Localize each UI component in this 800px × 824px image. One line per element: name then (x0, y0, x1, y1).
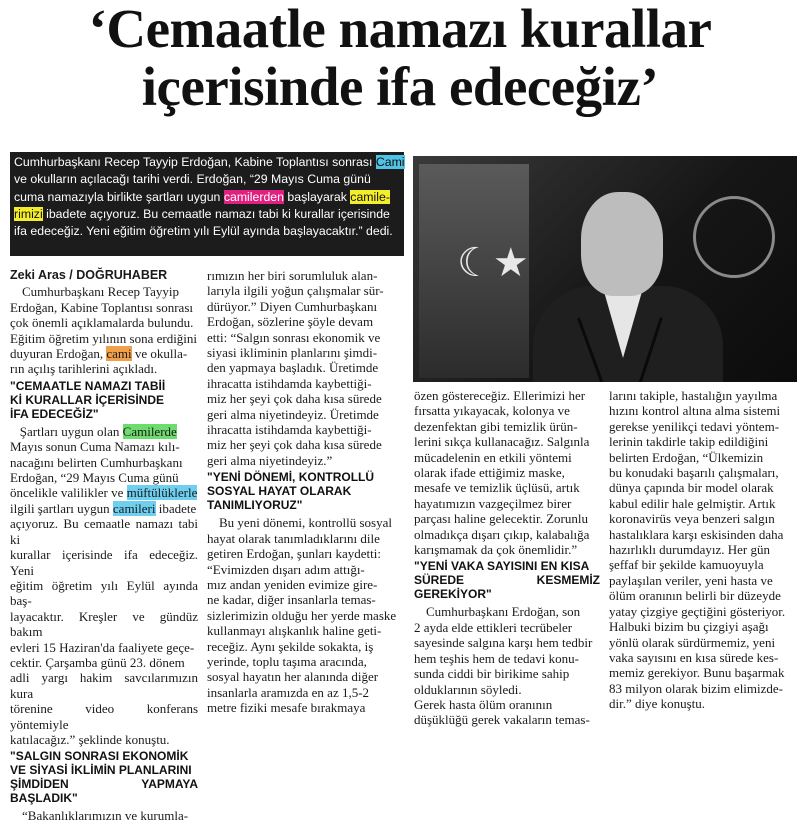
lead-text: cuma namazıyla birlikte şartları uygun (14, 189, 224, 204)
text: ve okulla- (131, 346, 188, 362)
text-line: "SALGIN SONRASI EKONOMİK (10, 749, 189, 764)
text-line: ne kadar, diğer insanlarla temas- (207, 592, 376, 608)
subheading (207, 470, 405, 512)
text-line: açıyoruz. Bu cemaatle namazı tabi ki (10, 516, 198, 547)
text: Mayıs sonun Cuma Namazı kılı- (10, 439, 180, 455)
paragraph (609, 388, 792, 712)
text: nacağını belirten Cumhurbaşkanı (10, 454, 183, 470)
text-line: 2 ayda elde ettikleri tecrübeler (414, 619, 573, 635)
text-line: hastalıklara karşı eskisinden daha (609, 526, 784, 542)
text-line: olmadıkça dışarı çıkıp, kalabalığa (414, 526, 590, 542)
text-line: kabul edilir hale gelmiştir. Artık (609, 495, 776, 511)
subheading (10, 749, 198, 805)
paragraph (10, 284, 198, 346)
text: ibadete (155, 500, 197, 516)
lead-text: ve okulların açılacağı tarihi verdi. Erdoğan, “29 Mayıs Cuma günü (14, 172, 371, 187)
column-1 (10, 268, 198, 824)
lead-box (10, 152, 404, 256)
text-line: törenine video konferans yöntemiyle (10, 701, 198, 732)
text-line: VE SİYASİ İKLİMİN PLANLARINI (10, 763, 192, 778)
text-line: İFA EDECEĞİZ" (10, 406, 99, 421)
text-line: Cumhurbaşkanı Recep Tayyip (22, 284, 179, 300)
text-line: koronavirüs veya benzeri salgın (609, 511, 775, 527)
text-line: "YENİ DÖNEMİ, KONTROLLÜ (207, 470, 375, 485)
headline-line-1: ‘Cemaatle namazı kurallar (88, 0, 712, 59)
lead-text: ifa edeceğiz. Yeni eğitim öğretim yılı Eylül ayında başlayacaktır.” dedi. (14, 224, 393, 239)
text-line: ihracatta istihdamda kaybettiği- (207, 422, 372, 438)
subheading (10, 379, 198, 421)
text-line: bu konudaki başarılı çalışmaları, (609, 465, 779, 481)
text-line: evleri 15 Haziran'da faaliyete geçe- (10, 639, 195, 655)
emblem-icon (693, 196, 775, 278)
text-line: Cumhurbaşkanı Erdoğan, son (426, 604, 581, 620)
text-line: olarak ifade ettiğimiz maske, (414, 465, 565, 481)
news-photo (413, 156, 797, 382)
text-line: Eğitim öğretim yılının sona erdiğini (10, 330, 198, 346)
text-line: Halbuki bizim bu çizgiyi aşağı (609, 619, 769, 635)
highlight: camileri (112, 500, 156, 516)
text-line: metre fiziki mesafe bırakmaya (207, 700, 366, 716)
text-line: katılacağız.” şeklinde konuştu. (10, 731, 170, 747)
text-line: dezenfektan gibi temizlik ürün- (414, 418, 578, 434)
lead-text: ibadete açıyoruz. Bu cemaatle namazı tabi ki kurallar içerisinde (42, 206, 390, 221)
text-line: olduklarının söyledi. (414, 681, 522, 697)
text-line: vaka sayısını en kısa sürede kes- (609, 649, 779, 665)
text-line: özen göstereceğiz. Ellerimizi her (414, 388, 586, 403)
text-line: ihracatta istihdamda kaybettiği- (207, 375, 372, 391)
column-2 (207, 268, 405, 716)
paragraph (10, 808, 198, 823)
text: duyuran Erdoğan, (10, 346, 107, 362)
text-line: paylaşılan veriler, yeni hasta ve (609, 572, 773, 588)
text-line: ŞİMDİDEN YAPMAYA BAŞLADIK" (10, 777, 198, 806)
text-line: çok önemli açıklamalarda bulundu. (10, 315, 194, 331)
text-line: dünya çapında bir model olarak (609, 480, 774, 496)
text-line: Kİ KURALLAR İÇERİSİNDE (10, 392, 165, 407)
text-line: mücadelenin en etkili yöntemi (414, 449, 572, 465)
text-line: gerekse yenilikçi tedavi yöntem- (609, 418, 780, 434)
column-4 (609, 388, 792, 712)
text-line: sunda ciddi bir birikime sahip (414, 666, 570, 682)
text-line: SOSYAL HAYAT OLARAK (207, 484, 352, 499)
text-line: "CEMAATLE NAMAZI TABİİ (10, 378, 166, 393)
text-line: eğitim öğretim yılı Eylül ayında baş- (10, 577, 198, 609)
headline (8, 0, 792, 116)
text-line: yatay çizgiye geçtiğini gösteriyor. (609, 603, 786, 619)
text-line: Erdoğan, Kabine Toplantısı sonrası (10, 299, 193, 315)
text-line: larını takiple, hastalığın yayılma (609, 388, 778, 403)
paragraph (10, 516, 198, 747)
text-line: kullanmayı alışkanlık haline geti- (207, 623, 382, 639)
speaker-head (581, 192, 663, 296)
text-line: adli yargı hakim savcılarımızın kura (10, 670, 198, 701)
text: rın açılış tarihlerini açıkladı. (10, 361, 158, 377)
text-line: Erdoğan, sözlerine şöyle devam (207, 314, 374, 330)
text-line: TANIMLIYORUZ" (207, 498, 303, 513)
text-line: hem teşhis hem de tedavi konu- (414, 650, 579, 666)
lead-text: Cumhurbaşkanı Recep Tayyip Erdoğan, Kabine Toplantısı sonrası (14, 155, 376, 169)
text: ilgili şartları uygun (10, 500, 113, 516)
text-line: layacaktır. Kreşler ve gündüz bakım (10, 608, 198, 640)
column-3 (414, 388, 600, 728)
highlight: müftülüklerle (126, 485, 198, 501)
text-line: sizlerimizin olduğu her yerde maske (207, 607, 397, 623)
lead-text: başlayarak (283, 189, 351, 204)
text-line: insanlarla aramızda en az 1,5-2 (207, 684, 370, 700)
text-line: geri alma niyetindeyiz. Üretimde (207, 406, 379, 422)
lead-highlight: camilerden (223, 189, 284, 204)
paragraph (207, 515, 405, 715)
highlight: cami (106, 346, 132, 362)
text-line: “Evimizden dışarı adım attığı- (207, 561, 365, 577)
lead-highlight: Cami (375, 155, 405, 169)
text-line: düşüklüğü gerek vakaların temas- (414, 712, 590, 728)
text-line: mız andan yeniden evimize gire- (207, 576, 378, 592)
text-line: hazırlıklı durumdayız. Her gün (609, 542, 771, 558)
text-line: mesafe ve temizlik üçlüsü, artık (414, 480, 580, 496)
byline: Zeki Aras / DOĞRUHABER (10, 268, 168, 282)
text-line: lerinin takdirle takip edildiğini (609, 434, 769, 450)
text-line: memiz gerekiyor. Bunu başarmak (609, 665, 785, 681)
text-line: "YENİ VAKA SAYISINI EN KISA (414, 559, 590, 574)
text: Şartları uygun olan (19, 423, 123, 439)
text-line: “Bakanlıklarımızın ve kurumla- (22, 808, 189, 824)
text-line: şeffaf bir şekilde kamuoyuyla (609, 557, 764, 573)
text-line: parçası haline gelecektir. Zorunlu (414, 511, 588, 527)
text-line: hayatımızın vazgeçilmez birer (414, 495, 572, 511)
subheading (414, 559, 600, 601)
text-line: receğiz. Aynı şekilde sokakta, iş (207, 638, 374, 654)
highlight: Camilerde (122, 423, 177, 439)
lead-highlight: camile- (350, 189, 390, 204)
text-line: getiren Erdoğan, şunları kaydetti: (207, 546, 382, 562)
text-line: lerini sıkça kullanacağız. Salgınla (414, 434, 590, 450)
text-line: karışmamak da çok önemlidir.” (414, 542, 578, 558)
text-line: SÜREDE KESMEMİZ GEREKİYOR" (414, 573, 600, 602)
text-line: yönlü olarak sürdürmemiz, yeni (609, 634, 776, 650)
text-line: larıyla ilgili yoğun çalışmalar sür- (207, 283, 384, 299)
text: öncelikle valilikler ve (10, 485, 127, 501)
text-line: den yapmaya başladık. Üretimde (207, 360, 379, 376)
text-line: kurallar içerisinde ifa edeceğiz. Yeni (10, 547, 198, 578)
text-line: miz her şeyi çok daha kısa sürede (207, 391, 382, 407)
text-line: sayesinde salgına karşı hem tedbir (414, 635, 593, 651)
text-line: siyasi ikliminin planlarını şimdi- (207, 345, 378, 361)
text-line: hayat olarak tanımladıklarını dile (207, 530, 380, 546)
text-line: Gerek hasta ölüm oranının (414, 696, 553, 712)
paragraph (414, 604, 600, 727)
text-line: yerinde, toplu taşıma aracında, (207, 653, 367, 669)
text-line: dürüyor.” Diyen Cumhurbaşkanı (207, 298, 378, 314)
text-line: cektir. Çarşamba günü 23. dönem (10, 654, 185, 670)
lead-highlight: rimizi (14, 206, 43, 221)
text-line: rımızın her biri sorumluluk alan- (207, 268, 378, 283)
text: Erdoğan, “29 Mayıs Cuma günü (10, 470, 179, 486)
text-line: 83 milyon olarak bizim elimizde- (609, 680, 784, 696)
text-line: ölüm oranının belirli bir düzeyde (609, 588, 781, 604)
text-line: hızını kontrol altına alma sistemi (609, 403, 781, 419)
headline-line-2: içerisinde ifa edeceğiz’ (141, 56, 659, 117)
crescent-star-icon: ☾★ (457, 240, 529, 286)
text-line: etti: “Salgın sonrası ekonomik ve (207, 329, 381, 345)
text-line: sosyal hayatın her alanında diğer (207, 669, 379, 685)
paragraph (207, 268, 405, 468)
text-line: geri alma niyetindeyiz.” (207, 452, 333, 468)
text-line: belirten Erdoğan, “Ülkemizin (609, 449, 764, 465)
text-line: Bu yeni dönemi, kontrollü sosyal (219, 515, 392, 531)
text-line: miz her şeyi çok daha kısa sürede (207, 437, 382, 453)
text-line: fırsatta yıkayacak, kolonya ve (414, 403, 570, 419)
paragraph (414, 388, 600, 557)
text-line: dir.” diye konuştu. (609, 696, 706, 712)
